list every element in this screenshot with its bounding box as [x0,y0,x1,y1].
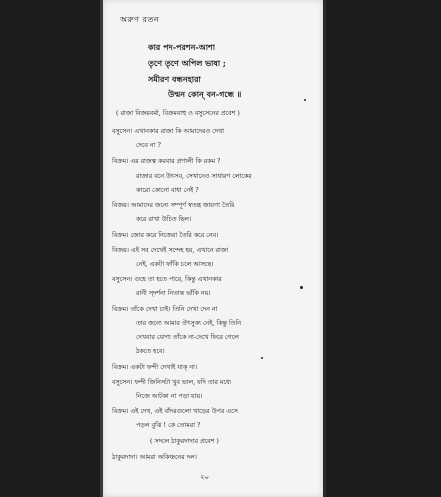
dialogue-line: নিজে আটকা না পড়া যায়। [136,393,203,400]
dialogue-line: দেবে না ? [136,142,161,149]
page-header: অরুণ রতন [120,15,160,24]
dialogue-line: কারো কোনো বাধা নেই ? [136,187,199,194]
song-line: তৃণে তৃণে অপিল ভাষা ; [148,58,226,68]
song-line: উন্মন কোন্ বন-গন্ধে ॥ [168,89,242,99]
dialogue-line: বসুসেন। গুহে তা হতে পারে, কিন্তু এখানকার [112,276,222,283]
song-line: সমীরণ বন্ধনহারা [148,74,201,84]
ink-speck [261,357,263,359]
dialogue-line: বিক্রম। তাঁকে দেখা চাই। তিনি দেখা দেন না [112,306,218,313]
dialogue-line: বিজয়। এই সব দেখেই সন্দেহ হয়, এখানে রাজা [112,247,229,254]
dialogue-line: বিক্রম। জোর করে নিজেরা তৈরি করে নেব। [112,232,219,239]
dialogue-line: দেখবার যোগ্য তাঁকে না-দেখে ফিরে গেলে [136,334,239,341]
dialogue-line: করে রাখা উচিত ছিল। [136,216,192,223]
ink-speck [300,286,303,289]
stage-direction: ( সদলে ঠাকুরদাদার প্রবেশ ) [150,438,219,445]
dialogue-line: বসুসেন। এখানকার রাজা কি আমাদেরও দেখা [112,128,224,135]
dialogue-line: বিক্রম। এই দেখ, এই বাঁদরগুলো খাড়ের উপর এসে [112,408,238,415]
ink-speck [304,99,306,101]
dialogue-line: বিক্রম। একটা ফন্দী দেখাই যাক্ না। [112,364,198,371]
page-number: ২০ [200,473,210,481]
song-line: কার পদ-পরশন-আশা [148,42,216,52]
dialogue-line: বিজয়। আমাদের জন্যে সম্পূর্ণ স্বতন্ত্র জায়গা তৈরি [112,202,235,209]
dialogue-line: বিক্রম। এর রাজত্ব করবার প্রণালী কি রকম ? [112,158,221,165]
dialogue-line: ঠাকুরদাদা। আমরা অকিঞ্চনের দল। [112,454,197,461]
dialogue-line: ঠকতে হবে। [136,348,165,355]
dialogue-line: রানী স্দর্শনা নিতান্ত ভাঁকি নয়। [136,290,211,297]
page-right-edge [323,0,326,497]
stage-direction: ( রাজা বিজয়বর্মা, বিক্রমবাহু ও বসুসেনের প্রবেশ ) [116,110,240,117]
dialogue-line: বসুসেন। ফন্দী জিনিসটা খুব ভাল, যদি তার মধ্যে [112,379,232,386]
dialogue-line: নেই, একটা ফাঁকি চলে আসছে। [136,261,214,268]
dialogue-line: পড়ল বুঝি ! কে তোমরা ? [136,422,201,429]
dialogue-line: তার জন্যে আমার ঔৎসুক্য নেই, কিন্তু তিনি [136,320,242,327]
dialogue-line: রাজার বনে উৎসব, সেখানেও সাধারণ লোকের [136,173,252,180]
